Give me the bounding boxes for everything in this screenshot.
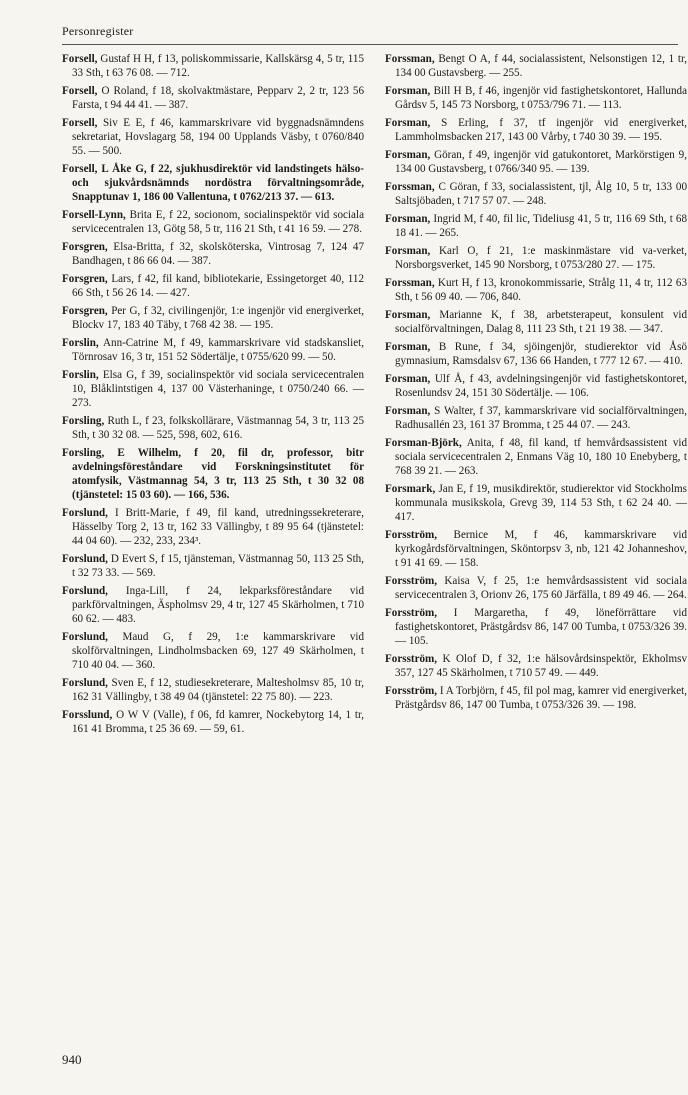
entry-surname: Forsslund, (62, 709, 113, 721)
entry-details: Bengt O A, f 44, socialassistent, Nelsonstigen 12, 1 tr, 134 00 Gustavsberg. — 255. (395, 53, 687, 79)
right-column (385, 52, 687, 716)
register-entry (385, 652, 687, 680)
entry-details: E Wilhelm, f 20, fil dr, professor, bitr avdelningsföreståndare vid Forskningsinstitutet för atomfysik, Västmannag 54, 3 tr, 113 25 Sth, t 30 32 08 (tjänstetel: 15 03 60). — 166, 536. (72, 447, 364, 501)
entry-surname: Forsman, (385, 341, 431, 353)
register-entry (385, 528, 687, 570)
register-entry (62, 116, 364, 158)
entry-surname: Forsell, (62, 53, 98, 65)
register-entry (385, 244, 687, 272)
register-entry (62, 208, 364, 236)
entry-details: Inga-Lill, f 24, lekparksföreståndare vid parkförvaltningen, Äspholmsv 29, 4 tr, 127 45 Skärholmen, t 710 60 62. — 483. (72, 585, 364, 625)
register-entry (62, 84, 364, 112)
entry-details: S Walter, f 37, kammarskrivare vid socialförvaltningen, Radhusallén 23, 161 37 Bromma, t 25 44 07. — 243. (395, 405, 687, 431)
entry-details: Elsa G, f 39, socialinspektör vid sociala servicecentralen 10, Blåklintstigen 4, 137 00 Västerhaninge, t 0750/240 66. — 273. (72, 369, 364, 409)
entry-surname: Forsell, (62, 85, 98, 97)
entry-details: Marianne K, f 38, arbetsterapeut, konsulent vid socialförvaltningen, Dalag 8, 111 23 Sth, t 21 19 38. — 347. (395, 309, 687, 335)
entry-details: Siv E E, f 46, kammarskrivare vid byggnadsnämndens sekretariat, Hovslagarg 58, 194 00 Upplands Väsby, t 0760/840 55. — 500. (72, 117, 364, 157)
entry-surname: Forslin, (62, 337, 99, 349)
entry-details: Ulf Å, f 43, avdelningsingenjör vid fastighetskontoret, Rosenlundsv 24, 151 30 Södertälje. — 106. (395, 373, 687, 399)
entry-surname: Forslund, (62, 507, 108, 519)
register-entry (385, 404, 687, 432)
entry-details: I A Torbjörn, f 45, fil pol mag, kamrer vid energiverket, Prästgårdsv 86, 147 00 Tumba, t 0753/326 39. — 198. (395, 685, 687, 711)
running-header: Personregister (62, 24, 134, 38)
register-entry (385, 116, 687, 144)
entry-surname: Forsman, (385, 85, 431, 97)
register-entry (62, 368, 364, 410)
entry-details: O Roland, f 18, skolvaktmästare, Pepparv 2, 2 tr, 123 56 Farsta, t 94 44 41. — 387. (72, 85, 364, 111)
entry-surname: Forsman, (385, 117, 431, 129)
register-entry (62, 584, 364, 626)
entry-surname: Forsman, (385, 405, 431, 417)
entry-surname: Forsmark, (385, 483, 436, 495)
register-entry (62, 676, 364, 704)
register-entry (385, 276, 687, 304)
register-entry (385, 574, 687, 602)
entry-details: C Göran, f 33, socialassistent, tjl, Ålg 10, 5 tr, 133 00 Saltsjöbaden, t 717 57 07. — 248. (395, 181, 687, 207)
entry-surname: Forsell, (62, 117, 98, 129)
entry-surname: Forssman, (385, 53, 435, 65)
entry-surname: Forslin, (62, 369, 99, 381)
register-entry (62, 272, 364, 300)
entry-details: Jan E, f 19, musikdirektör, studierektor vid Stockholms kommunala musikskola, Grevg 39, 114 53 Sth, t 62 24 40. — 417. (395, 483, 687, 523)
entry-surname: Forsell, (62, 163, 98, 175)
entry-surname: Forsström, (385, 685, 438, 697)
register-entry (385, 180, 687, 208)
register-entry (62, 414, 364, 442)
entry-surname: Forslund, (62, 585, 108, 597)
entry-details: Kaisa V, f 25, 1:e hemvårdsassistent vid sociala servicecentralen 3, Orionv 26, 175 60 Järfälla, t 89 49 46. — 264. (395, 575, 687, 601)
register-entry (62, 336, 364, 364)
entry-surname: Forsling, (62, 415, 105, 427)
register-entry (385, 148, 687, 176)
register-entry (385, 84, 687, 112)
left-column (62, 52, 364, 740)
entry-surname: Forslund, (62, 631, 108, 643)
entry-surname: Forsman, (385, 309, 431, 321)
register-entry (385, 436, 687, 478)
register-entry (62, 708, 364, 736)
register-entry (62, 52, 364, 80)
entry-details: S Erling, f 37, tf ingenjör vid energiverket, Lammholmsbacken 217, 143 00 Vårby, t 740 30 39. — 195. (395, 117, 687, 143)
register-entry (62, 304, 364, 332)
entry-details: Kurt H, f 13, kronokommissarie, Strålg 11, 4 tr, 112 63 Sth, t 56 09 40. — 706, 840. (395, 277, 687, 303)
entry-details: Ingrid M, f 40, fil lic, Tideliusg 41, 5 tr, 116 69 Sth, t 68 18 41. — 265. (395, 213, 687, 239)
entry-surname: Forsgren, (62, 305, 108, 317)
register-entry (385, 606, 687, 648)
entry-surname: Forssman, (385, 181, 435, 193)
register-entry (385, 308, 687, 336)
entry-details: Brita E, f 22, socionom, socialinspektör vid sociala servicecentralen 13, Götg 58, 5 tr, 116 21 Sth, t 41 16 59. — 278. (72, 209, 364, 235)
register-entry (385, 482, 687, 524)
entry-details: Bill H B, f 46, ingenjör vid fastighetskontoret, Hallunda Gårdsv 5, 145 73 Norsborg, t 0753/796 71. — 113. (395, 85, 687, 111)
entry-details: L Åke G, f 22, sjukhusdirektör vid landstingets hälso- och sjukvårdsnämnds nordöstra förvaltningsområde, Snapptunav 1, 186 00 Vallentuna, t 0762/213 37. — 613. (72, 163, 364, 203)
entry-details: Karl O, f 21, 1:e maskinmästare vid va-verket, Norsborgsverket, 145 90 Norsborg, t 0753/280 27. — 175. (395, 245, 687, 271)
entry-surname: Forsell-Lynn, (62, 209, 126, 221)
entry-surname: Forslund, (62, 677, 108, 689)
register-entry (385, 372, 687, 400)
entry-surname: Forsgren, (62, 241, 108, 253)
register-entry (62, 162, 364, 204)
entry-surname: Forsling, (62, 447, 105, 459)
entry-surname: Forslund, (62, 553, 108, 565)
entry-surname: Forsström, (385, 575, 438, 587)
entry-surname: Forsman, (385, 149, 431, 161)
entry-surname: Forsman-Björk, (385, 437, 462, 449)
header-rule (62, 44, 678, 45)
entry-details: Sven E, f 12, studiesekreterare, Maltesholmsv 85, 10 tr, 162 31 Vällingby, t 38 49 04 (tjänstetel: 22 75 80). — 223. (72, 677, 364, 703)
entry-details: Per G, f 32, civilingenjör, 1:e ingenjör vid energiverket, Blockv 17, 183 40 Täby, t 768 42 38. — 195. (72, 305, 364, 331)
entry-details: Elsa-Britta, f 32, skolsköterska, Vintrosag 7, 124 47 Bandhagen, t 86 66 04. — 387. (72, 241, 364, 267)
entry-details: D Evert S, f 15, tjänsteman, Västmannag 50, 113 25 Sth, t 32 73 33. — 569. (72, 553, 364, 579)
entry-details: Bernice M, f 46, kammarskrivare vid kyrkogårdsförvaltningen, Sköntorpsv 3, nb, 121 42 Johanneshov, t 91 41 69. — 158. (395, 529, 687, 569)
register-entry (62, 446, 364, 502)
entry-surname: Forssman, (385, 277, 435, 289)
entry-details: Maud G, f 29, 1:e kammarskrivare vid skolförvaltningen, Lindholmsbacken 69, 127 49 Skärholmen, t 710 40 04. — 360. (72, 631, 364, 671)
entry-surname: Forsström, (385, 653, 438, 665)
register-entry (385, 212, 687, 240)
entry-details: Ann-Catrine M, f 49, kammarskrivare vid stadskansliet, Törnrosav 16, 3 tr, 151 52 Södertälje, t 0755/620 99. — 50. (72, 337, 364, 363)
register-entry (385, 52, 687, 80)
register-entry (385, 340, 687, 368)
entry-surname: Forsgren, (62, 273, 108, 285)
entry-surname: Forsman, (385, 213, 431, 225)
entry-details: O W V (Valle), f 06, fd kamrer, Nockebytorg 14, 1 tr, 161 41 Bromma, t 25 36 69. — 59, 61. (72, 709, 364, 735)
entry-surname: Forsman, (385, 245, 431, 257)
entry-details: Ruth L, f 23, folkskollärare, Västmannag 54, 3 tr, 113 25 Sth, t 30 32 08. — 525, 598, 602, 616. (72, 415, 364, 441)
entry-details: I Britt-Marie, f 49, fil kand, utredningssekreterare, Hässelby Torg 2, 13 tr, 162 33 Vällingby, t 89 95 64 (tjänstetel: 44 04 60). — 232, 233, 234³. (72, 507, 364, 547)
entry-details: Gustaf H H, f 13, poliskommissarie, Kallskärsg 4, 5 tr, 115 33 Sth, t 63 76 08. — 712. (72, 53, 364, 79)
entry-details: B Rune, f 34, sjöingenjör, studierektor vid Åsö gymnasium, Ramsdalsv 67, 136 66 Handen, t 777 12 67. — 410. (395, 341, 687, 367)
entry-surname: Forsström, (385, 529, 438, 541)
entry-details: K Olof D, f 32, 1:e hälsovårdsinspektör, Ekholmsv 357, 127 45 Skärholmen, t 710 57 49. — 449. (395, 653, 687, 679)
register-entry (62, 506, 364, 548)
page-number: 940 (62, 1052, 82, 1067)
entry-details: I Margaretha, f 49, löneförrättare vid fastighetskontoret, Prästgårdsv 86, 147 00 Tumba, t 0753/326 39. — 105. (395, 607, 687, 647)
register-entry (385, 684, 687, 712)
register-entry (62, 240, 364, 268)
entry-details: Anita, f 48, fil kand, tf hemvårdsassistent vid sociala servicecentralen 2, Enmans Väg 10, 180 10 Enebyberg, t 768 39 21. — 263. (395, 437, 687, 477)
register-entry (62, 630, 364, 672)
entry-details: Lars, f 42, fil kand, bibliotekarie, Essingetorget 40, 112 66 Sth, t 56 26 14. — 427. (72, 273, 364, 299)
entry-details: Göran, f 49, ingenjör vid gatukontoret, Markörstigen 9, 134 00 Gustavsberg, t 0766/340 95. — 139. (395, 149, 687, 175)
register-entry (62, 552, 364, 580)
entry-surname: Forsström, (385, 607, 438, 619)
entry-surname: Forsman, (385, 373, 431, 385)
